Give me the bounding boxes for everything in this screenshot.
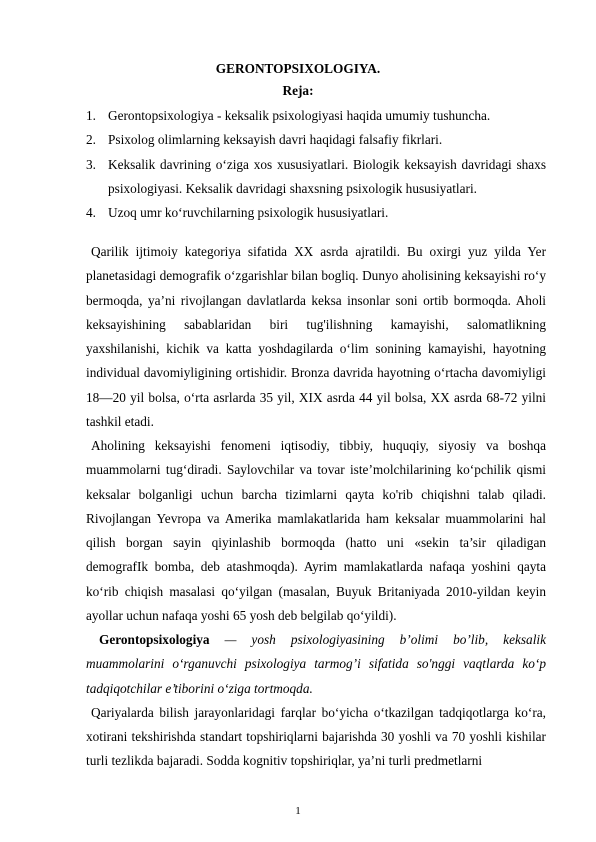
plan-item-number: 1. bbox=[86, 108, 96, 123]
plan-list bbox=[86, 104, 546, 225]
document-title: GERONTOPSIXOLOGIYA. bbox=[215, 61, 381, 76]
plan-item-number: 2. bbox=[86, 132, 96, 148]
document-body bbox=[86, 240, 546, 774]
paragraph-aholining-keksayishi: Aholining keksayishi fenomeni iqtisodiy, tibbiy, huquqiy, siyosiy va boshqa muammolarni tug‘diradi. Saylovchilar va tovar iste’molchilarining ko‘pchilik qismi keksalar bolganligi uchun barcha tizimlarni qayta ko'rib chiqishni talab qiladi. Rivojlangan Yevropa va Amerika mamlakatlarida ham keksalar muammolarini hal qilish borgan sayin qiyinlashib bormoqda (hatto uni «sekin ta’sir qiladigan demografIk bomba, deb atashmoqda). Ayrim mamlakatlarda nafaqa yoshini qayta ko‘rib chiqish masalasi qo‘yilgan (masalan, Buyuk Britaniyada 2010-yildan keyin ayollar uchun nafaqa yoshi 65 yosh deb belgilab qo‘yildi). bbox=[86, 438, 546, 623]
plan-item-text: Uzoq umr ko‘ruvchilarning psixologik hususiyatlari. bbox=[108, 205, 389, 221]
plan-item-text: Keksalik davrining o‘ziga xos xususiyatlari. Biologik keksayish davridagi shaxs psixologiyasi. Keksalik davridagi shaxsning psixologik hususiyatlari. bbox=[108, 156, 546, 196]
defined-term: Gerontopsixologiya bbox=[99, 632, 210, 647]
plan-item-number: 3. bbox=[86, 156, 96, 172]
paragraph-definition bbox=[86, 628, 546, 701]
plan-item bbox=[86, 128, 546, 152]
definition-text: — yosh psixologiyasining b’olimi bo’lib, keksalik muammolarini o‘rganuvchi psixologiya tarmog’i sifatida so'nggi vaqtlarda ko‘p tadqiqotchilar e’tiborini o‘ziga tortmoqda. bbox=[86, 632, 546, 696]
plan-heading: Reja: bbox=[282, 83, 314, 98]
paragraph-qariyalarda: Qariyalarda bilish jarayonlaridagi farqlar bo‘yicha o‘tkazilgan tadqiqotlarga ko‘ra, xotirani tekshirishda standart topshiriqlarni bajarishda 30 yoshli va 70 yoshli kishilar turli tezlikda bajaradi. Sodda kognitiv topshiriqlar, ya’ni turli predmetlarni bbox=[86, 704, 546, 769]
plan-item-text: Gerontopsixologiya - keksalik psixologiyasi haqida umumiy tushuncha. bbox=[108, 108, 491, 123]
page-number: 1 bbox=[295, 805, 301, 817]
plan-item-text: Psixolog olimlarning keksayish davri haqidagi falsafiy fikrlari. bbox=[108, 132, 443, 148]
plan-item bbox=[86, 104, 546, 128]
plan-item-number: 4. bbox=[86, 205, 96, 221]
plan-item bbox=[86, 201, 546, 225]
plan-item bbox=[86, 153, 546, 202]
paragraph-qarilik: Qarilik ijtimoiy kategoriya sifatida XX asrda ajratildi. Bu oxirgi yuz yilda Yer planetasidagi demografik o‘zgarishlar bilan bogliq. Dunyo aholisining keksayishi ro‘y bermoqda, ya’ni rivojlangan davlatlarda keksa insonlar soni ortib bormoqda. Aholi keksayishining sabablaridan biri tug'ilishning kamayishi, salomatlikning yaxshilanishi, kichik va katta yoshdagilarda o‘lim sonining kamayishi, hayotning individual davomiyligining ortishidir. Bronza davrida hayotning o‘rtacha davomiyligi 18—20 yil bolsa, o‘rta asrlarda 35 yil, XIX asrda 44 yil bolsa, XX asrda 68-72 yilni tashkil etadi. bbox=[86, 244, 546, 429]
